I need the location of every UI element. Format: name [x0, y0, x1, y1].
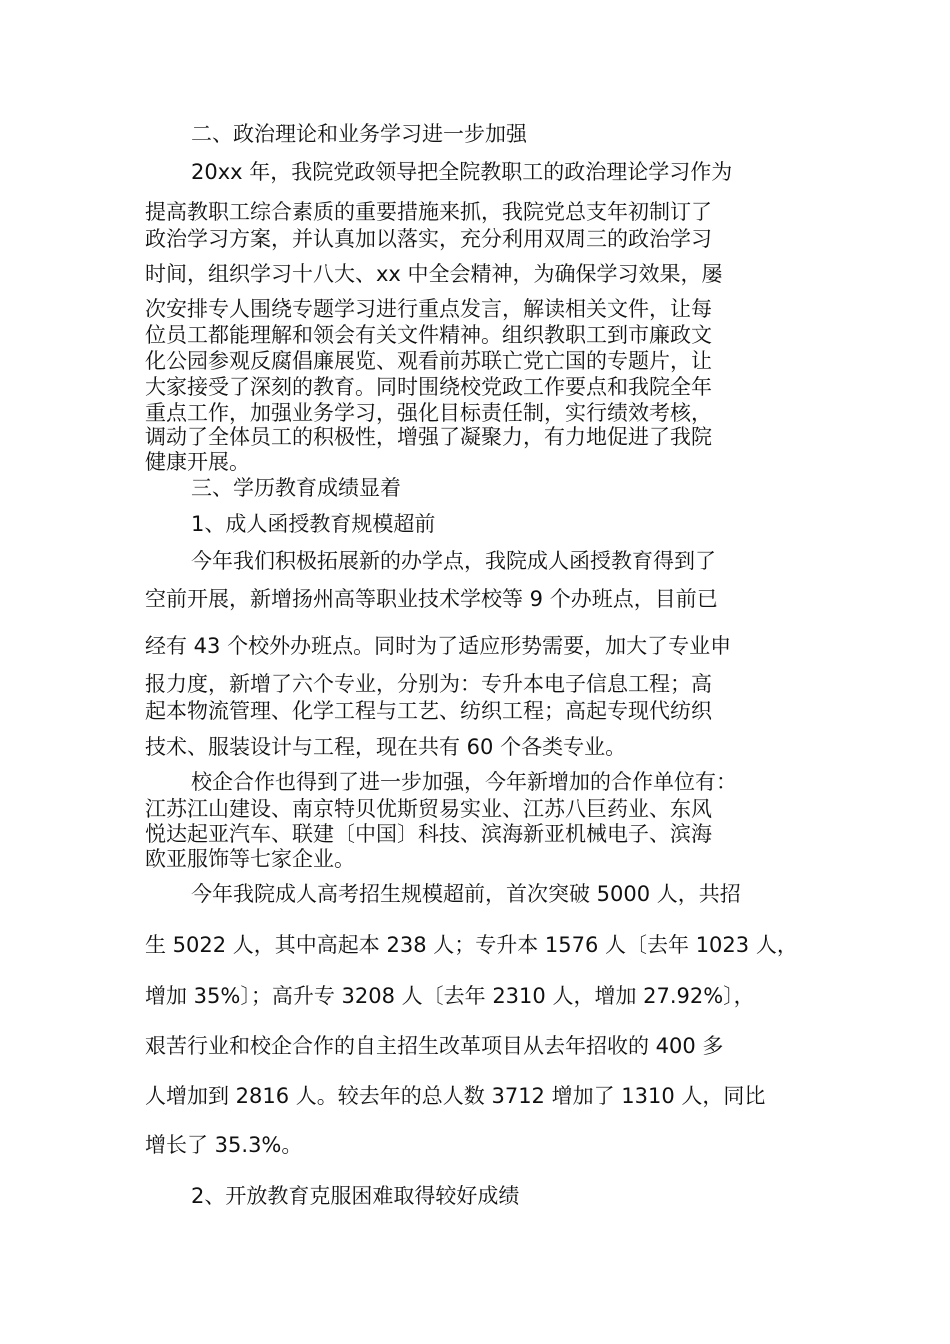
paragraph-line: 位员工都能理解和领会有关文件精神。组织教职工到市廉政文 [145, 323, 712, 347]
paragraph-line: 起本物流管理、化学工程与工艺、纺织工程；高起专现代纺织 [145, 699, 712, 723]
paragraph-line: 时间，组织学习十八大、xx 中全会精神，为确保学习效果，屡 [145, 262, 723, 286]
paragraph-line: 健康开展。 [145, 450, 250, 474]
paragraph-line: 化公园参观反腐倡廉展览、观看前苏联亡党亡国的专题片，让 [145, 349, 712, 373]
paragraph-line: 政治学习方案，并认真加以落实，充分利用双周三的政治学习 [145, 227, 712, 251]
paragraph-line: 空前开展，新增扬州高等职业技术学校等 9 个办班点，目前已 [145, 587, 718, 611]
paragraph-line: 悦达起亚汽车、联建〔中国〕科技、滨海新亚机械电子、滨海 [145, 822, 712, 846]
paragraph-line: 江苏江山建设、南京特贝优斯贸易实业、江苏八巨药业、东风 [145, 797, 712, 821]
paragraph-line: 20xx 年，我院党政领导把全院教职工的政治理论学习作为 [191, 160, 733, 184]
paragraph-line: 增长了 35.3%。 [145, 1133, 303, 1157]
paragraph-line: 大家接受了深刻的教育。同时围绕校党政工作要点和我院全年 [145, 375, 712, 399]
section-heading-education: 三、学历教育成绩显着 [191, 476, 401, 500]
paragraph-line: 今年我院成人高考招生规模超前，首次突破 5000 人，共招 [191, 882, 741, 906]
paragraph-line: 调动了全体员工的积极性，增强了凝聚力，有力地促进了我院 [145, 425, 712, 449]
paragraph-line: 校企合作也得到了进一步加强，今年新增加的合作单位有： [191, 770, 737, 794]
paragraph-line: 次安排专人围绕专题学习进行重点发言，解读相关文件，让每 [145, 297, 712, 321]
paragraph-line: 艰苦行业和校企合作的自主招生改革项目从去年招收的 400 多 [145, 1034, 724, 1058]
paragraph-line: 今年我们积极拓展新的办学点，我院成人函授教育得到了 [191, 549, 716, 573]
subsection-heading-correspondence: 1、成人函授教育规模超前 [191, 512, 436, 536]
paragraph-line: 人增加到 2816 人。较去年的总人数 3712 增加了 1310 人，同比 [145, 1084, 766, 1108]
paragraph-line: 经有 43 个校外办班点。同时为了适应形势需要，加大了专业申 [145, 634, 732, 658]
paragraph-line: 增加 35%〕；高升专 3208 人〔去年 2310 人，增加 27.92%〕， [145, 984, 755, 1008]
paragraph-line: 重点工作，加强业务学习，强化目标责任制，实行绩效考核， [145, 401, 712, 425]
section-heading-political-study: 二、政治理论和业务学习进一步加强 [191, 122, 527, 146]
paragraph-line: 生 5022 人，其中高起本 238 人；专升本 1576 人〔去年 1023 人， [145, 933, 798, 957]
paragraph-line: 提高教职工综合素质的重要措施来抓，我院党总支年初制订了 [145, 200, 712, 224]
paragraph-line: 欧亚服饰等七家企业。 [145, 847, 355, 871]
paragraph-line: 报力度，新增了六个专业，分别为：专升本电子信息工程；高 [145, 672, 712, 696]
paragraph-line: 技术、服装设计与工程，现在共有 60 个各类专业。 [145, 735, 627, 759]
subsection-heading-open-education: 2、开放教育克服困难取得较好成绩 [191, 1184, 520, 1208]
